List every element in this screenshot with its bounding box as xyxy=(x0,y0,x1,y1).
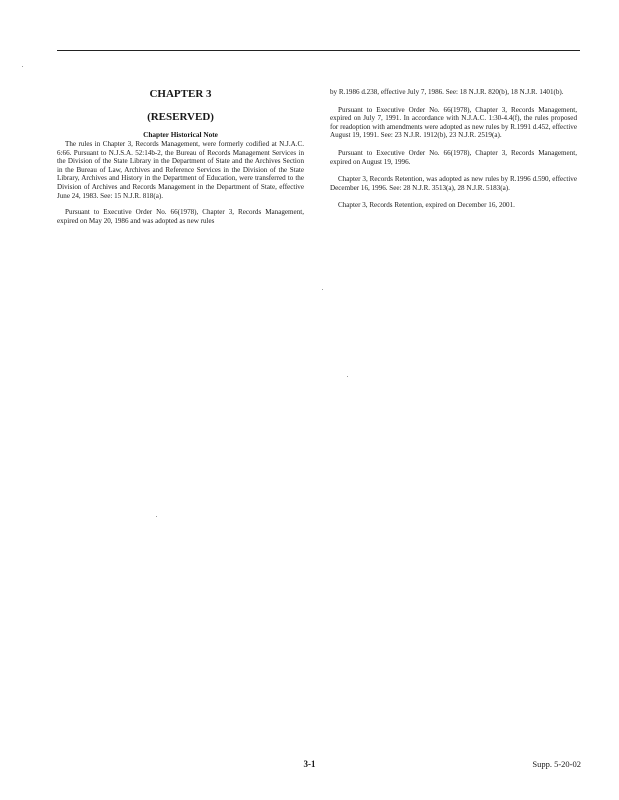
history-paragraph: The rules in Chapter 3, Records Management, were formerly codified at N.J.A.C. 6:66. Pursuant to N.J.S.A. 52:14b-2, the Bureau of Records Management Services in the Division of the State Library in the Department of State and the Archives Section in the Bureau of Law, Archives and Reference Services in the Division of the State Library, Archives and History in the Department of Education, were transferred to the Division of Archives and Records Management in the Department of State, effective June 24, 1983. See: 15 N.J.R. 818(a). xyxy=(57,140,304,200)
history-paragraph: Pursuant to Executive Order No. 66(1978), Chapter 3, Records Management, expired on May 20, 1986 and was adopted as new rules xyxy=(57,208,304,225)
history-paragraph: by R.1986 d.238, effective July 7, 1986. See: 18 N.J.R. 820(b), 18 N.J.R. 1401(b). xyxy=(330,88,564,96)
supplement-date: Supp. 5-20-02 xyxy=(532,759,581,769)
chapter-title: CHAPTER 3 xyxy=(149,88,212,100)
top-rule xyxy=(57,50,580,51)
history-paragraph: Chapter 3, Records Retention, was adopted as new rules by R.1996 d.590, effective December 16, 1996. See: 28 N.J.R. 3513(a), 28 N.J.R. 5183(a). xyxy=(330,175,577,192)
right-column xyxy=(330,88,577,219)
historical-note-heading: Chapter Historical Note xyxy=(143,130,218,139)
history-paragraph: Pursuant to Executive Order No. 66(1978), Chapter 3, Records Management, expired on August 19, 1996. xyxy=(330,148,577,166)
history-paragraph: Chapter 3, Records Retention, expired on December 16, 2001. xyxy=(338,201,515,210)
scan-speck xyxy=(156,516,157,517)
scan-speck xyxy=(347,376,348,377)
scan-speck xyxy=(322,289,323,290)
scan-speck xyxy=(22,66,23,67)
history-paragraph: Pursuant to Executive Order No. 66(1978), Chapter 3, Records Management, expired on July 7, 1991. In accordance with N.J.A.C. 1:30-4.4(f), the rules proposed for readoption with amendments were adopted as new rules by R.1991 d.452, effective August 19, 1991. See: 23 N.J.R. 1912(b), 23 N.J.R. 2519(a). xyxy=(330,105,577,140)
chapter-status: (RESERVED) xyxy=(147,111,214,123)
page-number: 3-1 xyxy=(303,759,316,769)
left-column xyxy=(57,88,304,233)
